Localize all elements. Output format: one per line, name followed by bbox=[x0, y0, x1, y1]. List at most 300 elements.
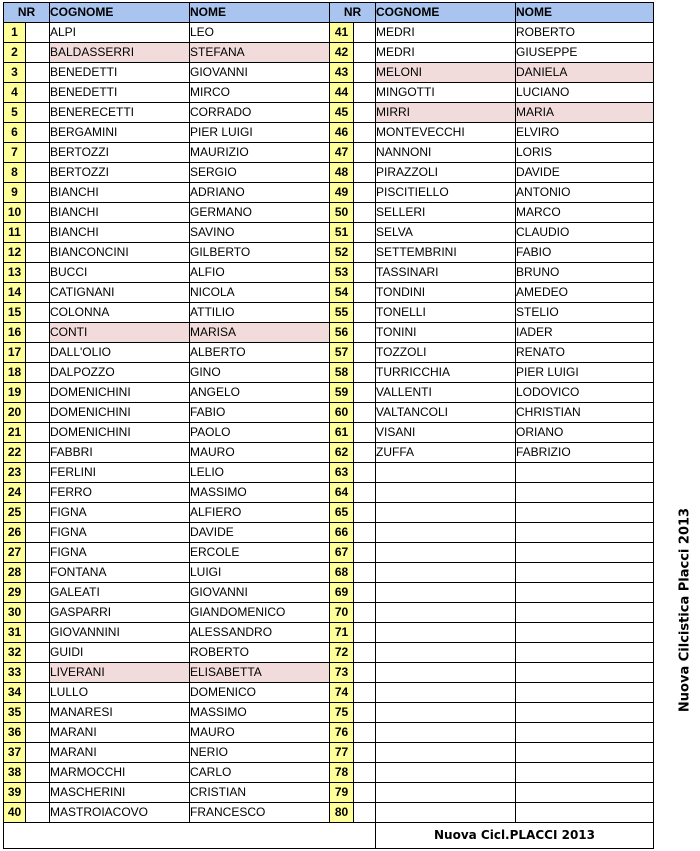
surname-cell: SELVA bbox=[376, 223, 516, 243]
footer-row bbox=[4, 823, 654, 849]
spacer-cell bbox=[26, 423, 50, 443]
name-cell: DAVIDE bbox=[190, 523, 330, 543]
name-cell: MARCO bbox=[516, 203, 654, 223]
table-row bbox=[4, 443, 654, 463]
row-number: 47 bbox=[330, 143, 354, 163]
name-cell: FABIO bbox=[190, 403, 330, 423]
row-number: 41 bbox=[330, 23, 354, 43]
surname-cell: FERRO bbox=[50, 483, 190, 503]
header-row bbox=[4, 3, 654, 23]
name-cell: MAURIZIO bbox=[190, 143, 330, 163]
table-row bbox=[4, 703, 654, 723]
name-cell bbox=[516, 603, 654, 623]
name-cell: ANGELO bbox=[190, 383, 330, 403]
row-number: 61 bbox=[330, 423, 354, 443]
name-cell: STELIO bbox=[516, 303, 654, 323]
surname-cell: BERTOZZI bbox=[50, 143, 190, 163]
surname-cell: GALEATI bbox=[50, 583, 190, 603]
table-row bbox=[4, 503, 654, 523]
header-nr-left: NR bbox=[4, 3, 50, 23]
name-cell: FABIO bbox=[516, 243, 654, 263]
name-cell: ALESSANDRO bbox=[190, 623, 330, 643]
row-number: 77 bbox=[330, 743, 354, 763]
name-cell: MAURO bbox=[190, 723, 330, 743]
spacer-cell bbox=[354, 303, 376, 323]
name-cell: AMEDEO bbox=[516, 283, 654, 303]
name-cell bbox=[516, 663, 654, 683]
row-number: 79 bbox=[330, 783, 354, 803]
header-surname-right: COGNOME bbox=[376, 3, 516, 23]
spacer-cell bbox=[26, 203, 50, 223]
row-number: 10 bbox=[4, 203, 26, 223]
row-number: 35 bbox=[4, 703, 26, 723]
spacer-cell bbox=[354, 803, 376, 823]
header-surname-left: COGNOME bbox=[50, 3, 190, 23]
surname-cell bbox=[376, 803, 516, 823]
name-cell: ELISABETTA bbox=[190, 663, 330, 683]
name-cell: GIOVANNI bbox=[190, 63, 330, 83]
name-cell: ERCOLE bbox=[190, 543, 330, 563]
surname-cell bbox=[376, 523, 516, 543]
spacer-cell bbox=[26, 63, 50, 83]
spacer-cell bbox=[354, 343, 376, 363]
name-cell: FABRIZIO bbox=[516, 443, 654, 463]
name-cell: DANIELA bbox=[516, 63, 654, 83]
name-cell: PIER LUIGI bbox=[190, 123, 330, 143]
spacer-cell bbox=[26, 563, 50, 583]
surname-cell: MELONI bbox=[376, 63, 516, 83]
spacer-cell bbox=[26, 163, 50, 183]
spacer-cell bbox=[354, 703, 376, 723]
table-row bbox=[4, 803, 654, 823]
surname-cell: MINGOTTI bbox=[376, 83, 516, 103]
name-cell: SAVINO bbox=[190, 223, 330, 243]
name-cell: CRISTIAN bbox=[190, 783, 330, 803]
surname-cell: TASSINARI bbox=[376, 263, 516, 283]
surname-cell: VALTANCOLI bbox=[376, 403, 516, 423]
name-cell: ALFIO bbox=[190, 263, 330, 283]
spacer-cell bbox=[354, 783, 376, 803]
row-number: 38 bbox=[4, 763, 26, 783]
row-number: 63 bbox=[330, 463, 354, 483]
row-number: 19 bbox=[4, 383, 26, 403]
surname-cell bbox=[376, 543, 516, 563]
surname-cell: SETTEMBRINI bbox=[376, 243, 516, 263]
table-row bbox=[4, 383, 654, 403]
name-cell: GILBERTO bbox=[190, 243, 330, 263]
row-number: 37 bbox=[4, 743, 26, 763]
row-number: 40 bbox=[4, 803, 26, 823]
name-cell: PAOLO bbox=[190, 423, 330, 443]
spacer-cell bbox=[26, 403, 50, 423]
name-cell: ROBERTO bbox=[516, 23, 654, 43]
spacer-cell bbox=[354, 83, 376, 103]
surname-cell: MASTROIACOVO bbox=[50, 803, 190, 823]
row-number: 29 bbox=[4, 583, 26, 603]
spacer-cell bbox=[26, 183, 50, 203]
surname-cell: BIANCHI bbox=[50, 203, 190, 223]
name-cell: STEFANA bbox=[190, 43, 330, 63]
footer-empty bbox=[4, 823, 376, 849]
surname-cell: LIVERANI bbox=[50, 663, 190, 683]
row-number: 21 bbox=[4, 423, 26, 443]
surname-cell: BIANCONCINI bbox=[50, 243, 190, 263]
row-number: 31 bbox=[4, 623, 26, 643]
row-number: 7 bbox=[4, 143, 26, 163]
name-cell bbox=[516, 683, 654, 703]
spacer-cell bbox=[26, 623, 50, 643]
surname-cell: BALDASSERRI bbox=[50, 43, 190, 63]
spacer-cell bbox=[26, 803, 50, 823]
surname-cell bbox=[376, 763, 516, 783]
row-number: 3 bbox=[4, 63, 26, 83]
name-cell bbox=[516, 463, 654, 483]
surname-cell bbox=[376, 563, 516, 583]
row-number: 65 bbox=[330, 503, 354, 523]
name-cell: IADER bbox=[516, 323, 654, 343]
name-cell bbox=[516, 563, 654, 583]
surname-cell: TOZZOLI bbox=[376, 343, 516, 363]
surname-cell: GUIDI bbox=[50, 643, 190, 663]
surname-cell: LULLO bbox=[50, 683, 190, 703]
spacer-cell bbox=[354, 583, 376, 603]
spacer-cell bbox=[354, 443, 376, 463]
spacer-cell bbox=[354, 763, 376, 783]
name-cell: ROBERTO bbox=[190, 643, 330, 663]
table-row bbox=[4, 763, 654, 783]
name-cell: ADRIANO bbox=[190, 183, 330, 203]
spacer-cell bbox=[26, 583, 50, 603]
spacer-cell bbox=[354, 403, 376, 423]
row-number: 73 bbox=[330, 663, 354, 683]
row-number: 60 bbox=[330, 403, 354, 423]
table-row bbox=[4, 163, 654, 183]
surname-cell: VALLENTI bbox=[376, 383, 516, 403]
spacer-cell bbox=[354, 663, 376, 683]
table-row bbox=[4, 103, 654, 123]
name-cell: SERGIO bbox=[190, 163, 330, 183]
surname-cell: BENERECETTI bbox=[50, 103, 190, 123]
table-row bbox=[4, 663, 654, 683]
table-row bbox=[4, 403, 654, 423]
row-number: 1 bbox=[4, 23, 26, 43]
table-row bbox=[4, 603, 654, 623]
row-number: 43 bbox=[330, 63, 354, 83]
spacer-cell bbox=[26, 543, 50, 563]
surname-cell: MARANI bbox=[50, 743, 190, 763]
surname-cell bbox=[376, 683, 516, 703]
surname-cell: TURRICCHIA bbox=[376, 363, 516, 383]
name-cell: GIUSEPPE bbox=[516, 43, 654, 63]
name-cell bbox=[516, 523, 654, 543]
table-row bbox=[4, 343, 654, 363]
row-number: 48 bbox=[330, 163, 354, 183]
name-cell: NICOLA bbox=[190, 283, 330, 303]
spacer-cell bbox=[354, 363, 376, 383]
spacer-cell bbox=[26, 463, 50, 483]
spacer-cell bbox=[26, 23, 50, 43]
side-title-text: Nuova Cilcistica Placci 2013 bbox=[677, 507, 693, 713]
row-number: 11 bbox=[4, 223, 26, 243]
name-cell: GERMANO bbox=[190, 203, 330, 223]
name-cell bbox=[516, 503, 654, 523]
spacer-cell bbox=[26, 343, 50, 363]
surname-cell bbox=[376, 583, 516, 603]
spacer-cell bbox=[354, 223, 376, 243]
surname-cell: DALPOZZO bbox=[50, 363, 190, 383]
surname-cell: FIGNA bbox=[50, 543, 190, 563]
table-row bbox=[4, 583, 654, 603]
spacer-cell bbox=[354, 183, 376, 203]
row-number: 26 bbox=[4, 523, 26, 543]
surname-cell: BIANCHI bbox=[50, 223, 190, 243]
spacer-cell bbox=[354, 103, 376, 123]
row-number: 9 bbox=[4, 183, 26, 203]
surname-cell bbox=[376, 623, 516, 643]
row-number: 27 bbox=[4, 543, 26, 563]
surname-cell: DOMENICHINI bbox=[50, 403, 190, 423]
surname-cell bbox=[376, 783, 516, 803]
surname-cell: FIGNA bbox=[50, 503, 190, 523]
name-cell: CARLO bbox=[190, 763, 330, 783]
spacer-cell bbox=[354, 63, 376, 83]
spacer-cell bbox=[26, 723, 50, 743]
surname-cell: MASCHERINI bbox=[50, 783, 190, 803]
row-number: 42 bbox=[330, 43, 354, 63]
row-number: 70 bbox=[330, 603, 354, 623]
name-cell bbox=[516, 743, 654, 763]
name-cell: MASSIMO bbox=[190, 483, 330, 503]
row-number: 39 bbox=[4, 783, 26, 803]
spacer-cell bbox=[26, 43, 50, 63]
row-number: 5 bbox=[4, 103, 26, 123]
surname-cell: BERGAMINI bbox=[50, 123, 190, 143]
table-row bbox=[4, 483, 654, 503]
name-cell: GIOVANNI bbox=[190, 583, 330, 603]
spacer-cell bbox=[26, 243, 50, 263]
row-number: 17 bbox=[4, 343, 26, 363]
surname-cell: MARMOCCHI bbox=[50, 763, 190, 783]
surname-cell bbox=[376, 703, 516, 723]
spacer-cell bbox=[354, 643, 376, 663]
name-cell: MARIA bbox=[516, 103, 654, 123]
spacer-cell bbox=[354, 423, 376, 443]
name-cell: LORIS bbox=[516, 143, 654, 163]
table-row bbox=[4, 43, 654, 63]
surname-cell: BENEDETTI bbox=[50, 83, 190, 103]
name-cell: DOMENICO bbox=[190, 683, 330, 703]
spacer-cell bbox=[26, 83, 50, 103]
name-cell bbox=[516, 703, 654, 723]
row-number: 20 bbox=[4, 403, 26, 423]
name-cell: ORIANO bbox=[516, 423, 654, 443]
row-number: 49 bbox=[330, 183, 354, 203]
table-row bbox=[4, 743, 654, 763]
table-row bbox=[4, 683, 654, 703]
name-cell: ALFIERO bbox=[190, 503, 330, 523]
row-number: 80 bbox=[330, 803, 354, 823]
name-cell: LODOVICO bbox=[516, 383, 654, 403]
table-row bbox=[4, 243, 654, 263]
surname-cell: SELLERI bbox=[376, 203, 516, 223]
surname-cell: PISCITIELLO bbox=[376, 183, 516, 203]
spacer-cell bbox=[26, 763, 50, 783]
spacer-cell bbox=[354, 623, 376, 643]
row-number: 34 bbox=[4, 683, 26, 703]
spacer-cell bbox=[354, 683, 376, 703]
surname-cell: CONTI bbox=[50, 323, 190, 343]
row-number: 74 bbox=[330, 683, 354, 703]
spacer-cell bbox=[26, 223, 50, 243]
spacer-cell bbox=[354, 323, 376, 343]
name-cell bbox=[516, 723, 654, 743]
surname-cell: BIANCHI bbox=[50, 183, 190, 203]
spacer-cell bbox=[354, 163, 376, 183]
surname-cell: TONDINI bbox=[376, 283, 516, 303]
spacer-cell bbox=[26, 123, 50, 143]
surname-cell: COLONNA bbox=[50, 303, 190, 323]
name-cell: GINO bbox=[190, 363, 330, 383]
name-cell bbox=[516, 763, 654, 783]
header-name-left: NOME bbox=[190, 3, 330, 23]
spacer-cell bbox=[26, 503, 50, 523]
table-row bbox=[4, 63, 654, 83]
spacer-cell bbox=[354, 543, 376, 563]
header-nr-right: NR bbox=[330, 3, 376, 23]
roster-sheet bbox=[3, 2, 654, 849]
row-number: 53 bbox=[330, 263, 354, 283]
surname-cell: FABBRI bbox=[50, 443, 190, 463]
spacer-cell bbox=[354, 723, 376, 743]
surname-cell: FONTANA bbox=[50, 563, 190, 583]
row-number: 8 bbox=[4, 163, 26, 183]
row-number: 64 bbox=[330, 483, 354, 503]
footer-title: Nuova Cicl.PLACCI 2013 bbox=[376, 823, 654, 849]
spacer-cell bbox=[26, 363, 50, 383]
roster-table bbox=[3, 2, 654, 849]
surname-cell: DOMENICHINI bbox=[50, 383, 190, 403]
surname-cell: GIOVANNINI bbox=[50, 623, 190, 643]
header-name-right: NOME bbox=[516, 3, 654, 23]
surname-cell bbox=[376, 483, 516, 503]
table-row bbox=[4, 363, 654, 383]
spacer-cell bbox=[354, 483, 376, 503]
spacer-cell bbox=[354, 503, 376, 523]
row-number: 71 bbox=[330, 623, 354, 643]
row-number: 67 bbox=[330, 543, 354, 563]
name-cell: CHRISTIAN bbox=[516, 403, 654, 423]
spacer-cell bbox=[26, 663, 50, 683]
row-number: 32 bbox=[4, 643, 26, 663]
spacer-cell bbox=[26, 323, 50, 343]
surname-cell bbox=[376, 603, 516, 623]
surname-cell: DALL'OLIO bbox=[50, 343, 190, 363]
row-number: 24 bbox=[4, 483, 26, 503]
spacer-cell bbox=[26, 303, 50, 323]
row-number: 62 bbox=[330, 443, 354, 463]
row-number: 44 bbox=[330, 83, 354, 103]
name-cell: PIER LUIGI bbox=[516, 363, 654, 383]
surname-cell bbox=[376, 743, 516, 763]
surname-cell: BERTOZZI bbox=[50, 163, 190, 183]
name-cell: LEO bbox=[190, 23, 330, 43]
surname-cell: MEDRI bbox=[376, 23, 516, 43]
row-number: 46 bbox=[330, 123, 354, 143]
surname-cell: GASPARRI bbox=[50, 603, 190, 623]
row-number: 45 bbox=[330, 103, 354, 123]
row-number: 16 bbox=[4, 323, 26, 343]
row-number: 76 bbox=[330, 723, 354, 743]
table-row bbox=[4, 323, 654, 343]
name-cell: MARISA bbox=[190, 323, 330, 343]
row-number: 22 bbox=[4, 443, 26, 463]
row-number: 2 bbox=[4, 43, 26, 63]
name-cell bbox=[516, 803, 654, 823]
surname-cell bbox=[376, 723, 516, 743]
spacer-cell bbox=[26, 703, 50, 723]
row-number: 25 bbox=[4, 503, 26, 523]
name-cell: MAURO bbox=[190, 443, 330, 463]
row-number: 33 bbox=[4, 663, 26, 683]
table-row bbox=[4, 623, 654, 643]
table-row bbox=[4, 183, 654, 203]
row-number: 30 bbox=[4, 603, 26, 623]
row-number: 23 bbox=[4, 463, 26, 483]
row-number: 57 bbox=[330, 343, 354, 363]
name-cell: DAVIDE bbox=[516, 163, 654, 183]
spacer-cell bbox=[26, 103, 50, 123]
spacer-cell bbox=[26, 643, 50, 663]
name-cell: ANTONIO bbox=[516, 183, 654, 203]
table-row bbox=[4, 143, 654, 163]
spacer-cell bbox=[26, 523, 50, 543]
spacer-cell bbox=[354, 243, 376, 263]
name-cell: FRANCESCO bbox=[190, 803, 330, 823]
name-cell: BRUNO bbox=[516, 263, 654, 283]
name-cell bbox=[516, 583, 654, 603]
table-row bbox=[4, 423, 654, 443]
name-cell bbox=[516, 483, 654, 503]
row-number: 36 bbox=[4, 723, 26, 743]
surname-cell: MARANI bbox=[50, 723, 190, 743]
roster-body bbox=[4, 3, 654, 849]
row-number: 28 bbox=[4, 563, 26, 583]
row-number: 18 bbox=[4, 363, 26, 383]
row-number: 4 bbox=[4, 83, 26, 103]
table-row bbox=[4, 463, 654, 483]
surname-cell: ZUFFA bbox=[376, 443, 516, 463]
name-cell bbox=[516, 543, 654, 563]
surname-cell bbox=[376, 463, 516, 483]
name-cell: LUIGI bbox=[190, 563, 330, 583]
table-row bbox=[4, 283, 654, 303]
row-number: 56 bbox=[330, 323, 354, 343]
row-number: 72 bbox=[330, 643, 354, 663]
row-number: 78 bbox=[330, 763, 354, 783]
spacer-cell bbox=[354, 203, 376, 223]
surname-cell: FIGNA bbox=[50, 523, 190, 543]
spacer-cell bbox=[354, 23, 376, 43]
name-cell: LELIO bbox=[190, 463, 330, 483]
name-cell: ELVIRO bbox=[516, 123, 654, 143]
name-cell bbox=[516, 783, 654, 803]
spacer-cell bbox=[26, 483, 50, 503]
table-row bbox=[4, 203, 654, 223]
side-title bbox=[675, 410, 695, 810]
spacer-cell bbox=[354, 523, 376, 543]
surname-cell: VISANI bbox=[376, 423, 516, 443]
table-row bbox=[4, 263, 654, 283]
